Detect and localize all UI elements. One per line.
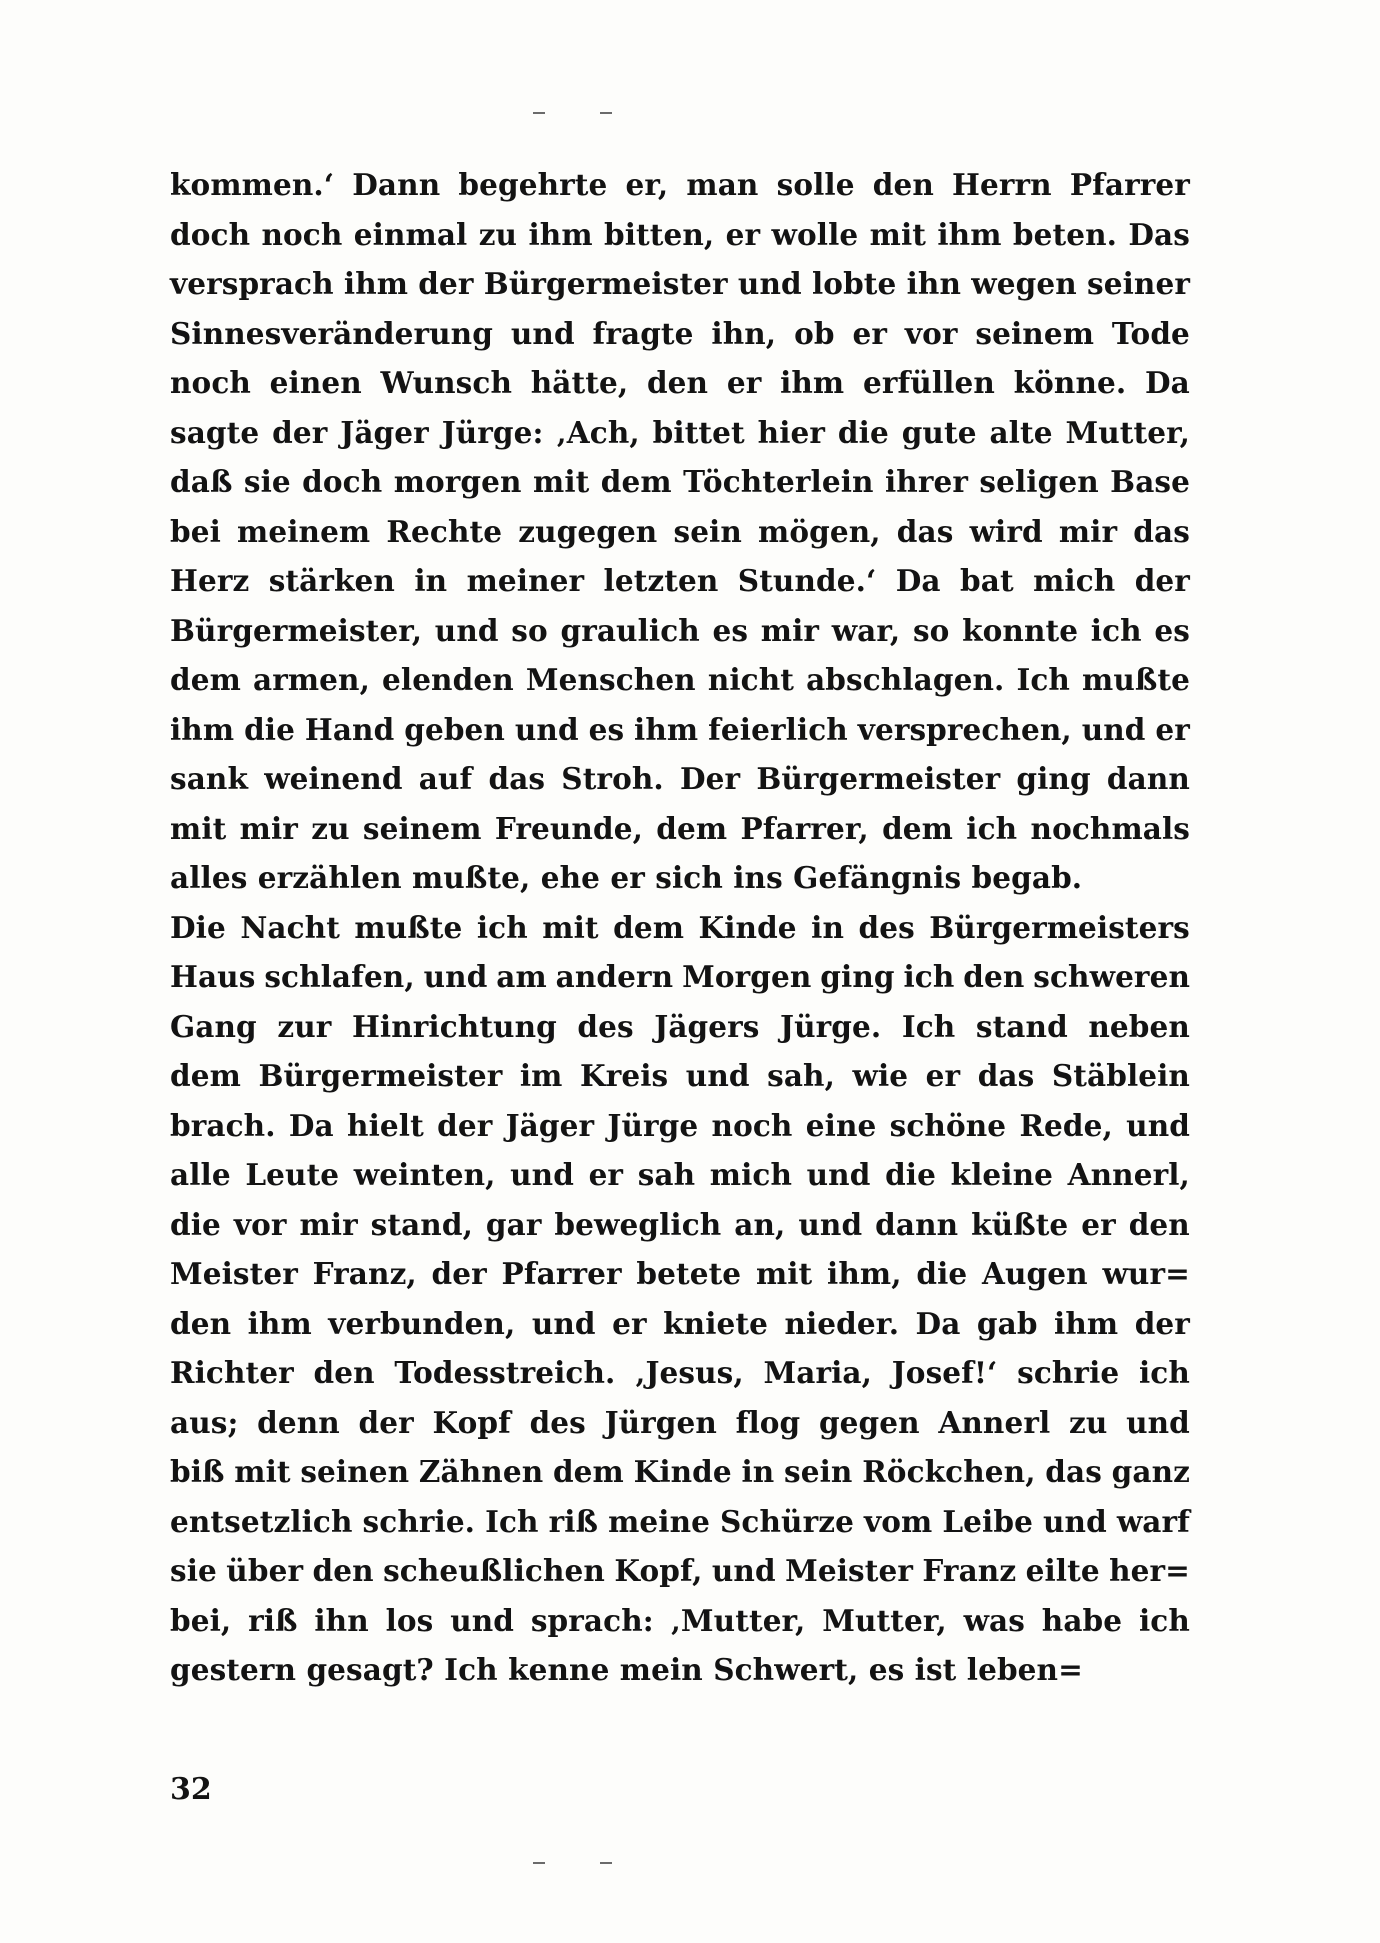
text-line: die vor mir stand, gar beweglich an, und dann küßte er den xyxy=(170,1206,1190,1242)
text-line: mit mir zu seinem Freunde, dem Pfarrer, dem ich nochmals xyxy=(170,810,1190,846)
text-line: sagte der Jäger Jürge: ‚Ach, bittet hier die gute alte Mutter, xyxy=(170,414,1190,450)
text-line: ihm die Hand geben und es ihm feierlich versprechen, und er xyxy=(170,711,1190,747)
page-number: 32 xyxy=(170,1772,212,1807)
text-line: sank weinend auf das Stroh. Der Bürgermeister ging dann xyxy=(170,761,1190,796)
text-line: sie über den scheußlichen Kopf, und Meister Franz eilte her= xyxy=(170,1553,1190,1588)
text-line: Richter den Todesstreich. ‚Jesus, Maria, Josef!‘ schrie ich xyxy=(170,1355,1190,1390)
text-line: gestern gesagt? Ich kenne mein Schwert, es ist leben= xyxy=(170,1652,1083,1687)
text-line: Meister Franz, der Pfarrer betete mit ihm, die Augen wur= xyxy=(170,1256,1190,1291)
text-line: daß sie doch morgen mit dem Töchterlein ihrer seligen Base xyxy=(170,464,1190,499)
text-line: Haus schlafen, und am andern Morgen ging ich den schweren xyxy=(170,959,1190,994)
text-line: alles erzählen mußte, ehe er sich ins Gefängnis begab. xyxy=(170,860,1083,895)
text-line: entsetzlich schrie. Ich riß meine Schürze vom Leibe und warf xyxy=(170,1503,1190,1539)
paragraph-2 xyxy=(170,903,1190,1695)
text-line: versprach ihm der Bürgermeister und lobte ihn wegen seiner xyxy=(170,266,1190,301)
text-line: Bürgermeister, und so graulich es mir war, so konnte ich es xyxy=(170,612,1190,648)
text-line: noch einen Wunsch hätte, den er ihm erfüllen könne. Da xyxy=(170,365,1190,400)
text-line: kommen.‘ Dann begehrte er, man solle den Herrn Pfarrer xyxy=(170,167,1190,202)
text-line: alle Leute weinten, und er sah mich und die kleine Annerl, xyxy=(170,1157,1190,1192)
text-line: bei, riß ihn los und sprach: ‚Mutter, Mutter, was habe ich xyxy=(170,1602,1190,1638)
text-line: Die Nacht mußte ich mit dem Kinde in des Bürgermeisters xyxy=(170,909,1190,945)
text-line: brach. Da hielt der Jäger Jürge noch eine schöne Rede, und xyxy=(170,1107,1190,1143)
text-line: den ihm verbunden, und er kniete nieder. Da gab ihm der xyxy=(170,1305,1190,1341)
text-line: doch noch einmal zu ihm bitten, er wolle mit ihm beten. Das xyxy=(170,216,1190,252)
text-line: aus; denn der Kopf des Jürgen flog gegen Annerl zu und xyxy=(170,1404,1190,1440)
text-line: dem Bürgermeister im Kreis und sah, wie er das Stäblein xyxy=(170,1058,1190,1093)
registration-mark-top-right xyxy=(600,112,612,114)
body-text xyxy=(170,160,1190,1695)
text-line: Sinnesveränderung und fragte ihn, ob er vor seinem Tode xyxy=(170,315,1190,351)
text-line: Gang zur Hinrichtung des Jägers Jürge. Ich stand neben xyxy=(170,1008,1190,1044)
registration-mark-top-left xyxy=(533,112,545,114)
text-line: bei meinem Rechte zugegen sein mögen, das wird mir das xyxy=(170,513,1190,549)
paragraph-1 xyxy=(170,160,1190,903)
text-line: Herz stärken in meiner letzten Stunde.‘ Da bat mich der xyxy=(170,563,1190,598)
text-line: biß mit seinen Zähnen dem Kinde in sein Röckchen, das ganz xyxy=(170,1454,1190,1489)
registration-mark-bottom-right xyxy=(600,1862,612,1864)
registration-mark-bottom-left xyxy=(533,1862,545,1864)
text-line: dem armen, elenden Menschen nicht abschlagen. Ich mußte xyxy=(170,662,1190,697)
